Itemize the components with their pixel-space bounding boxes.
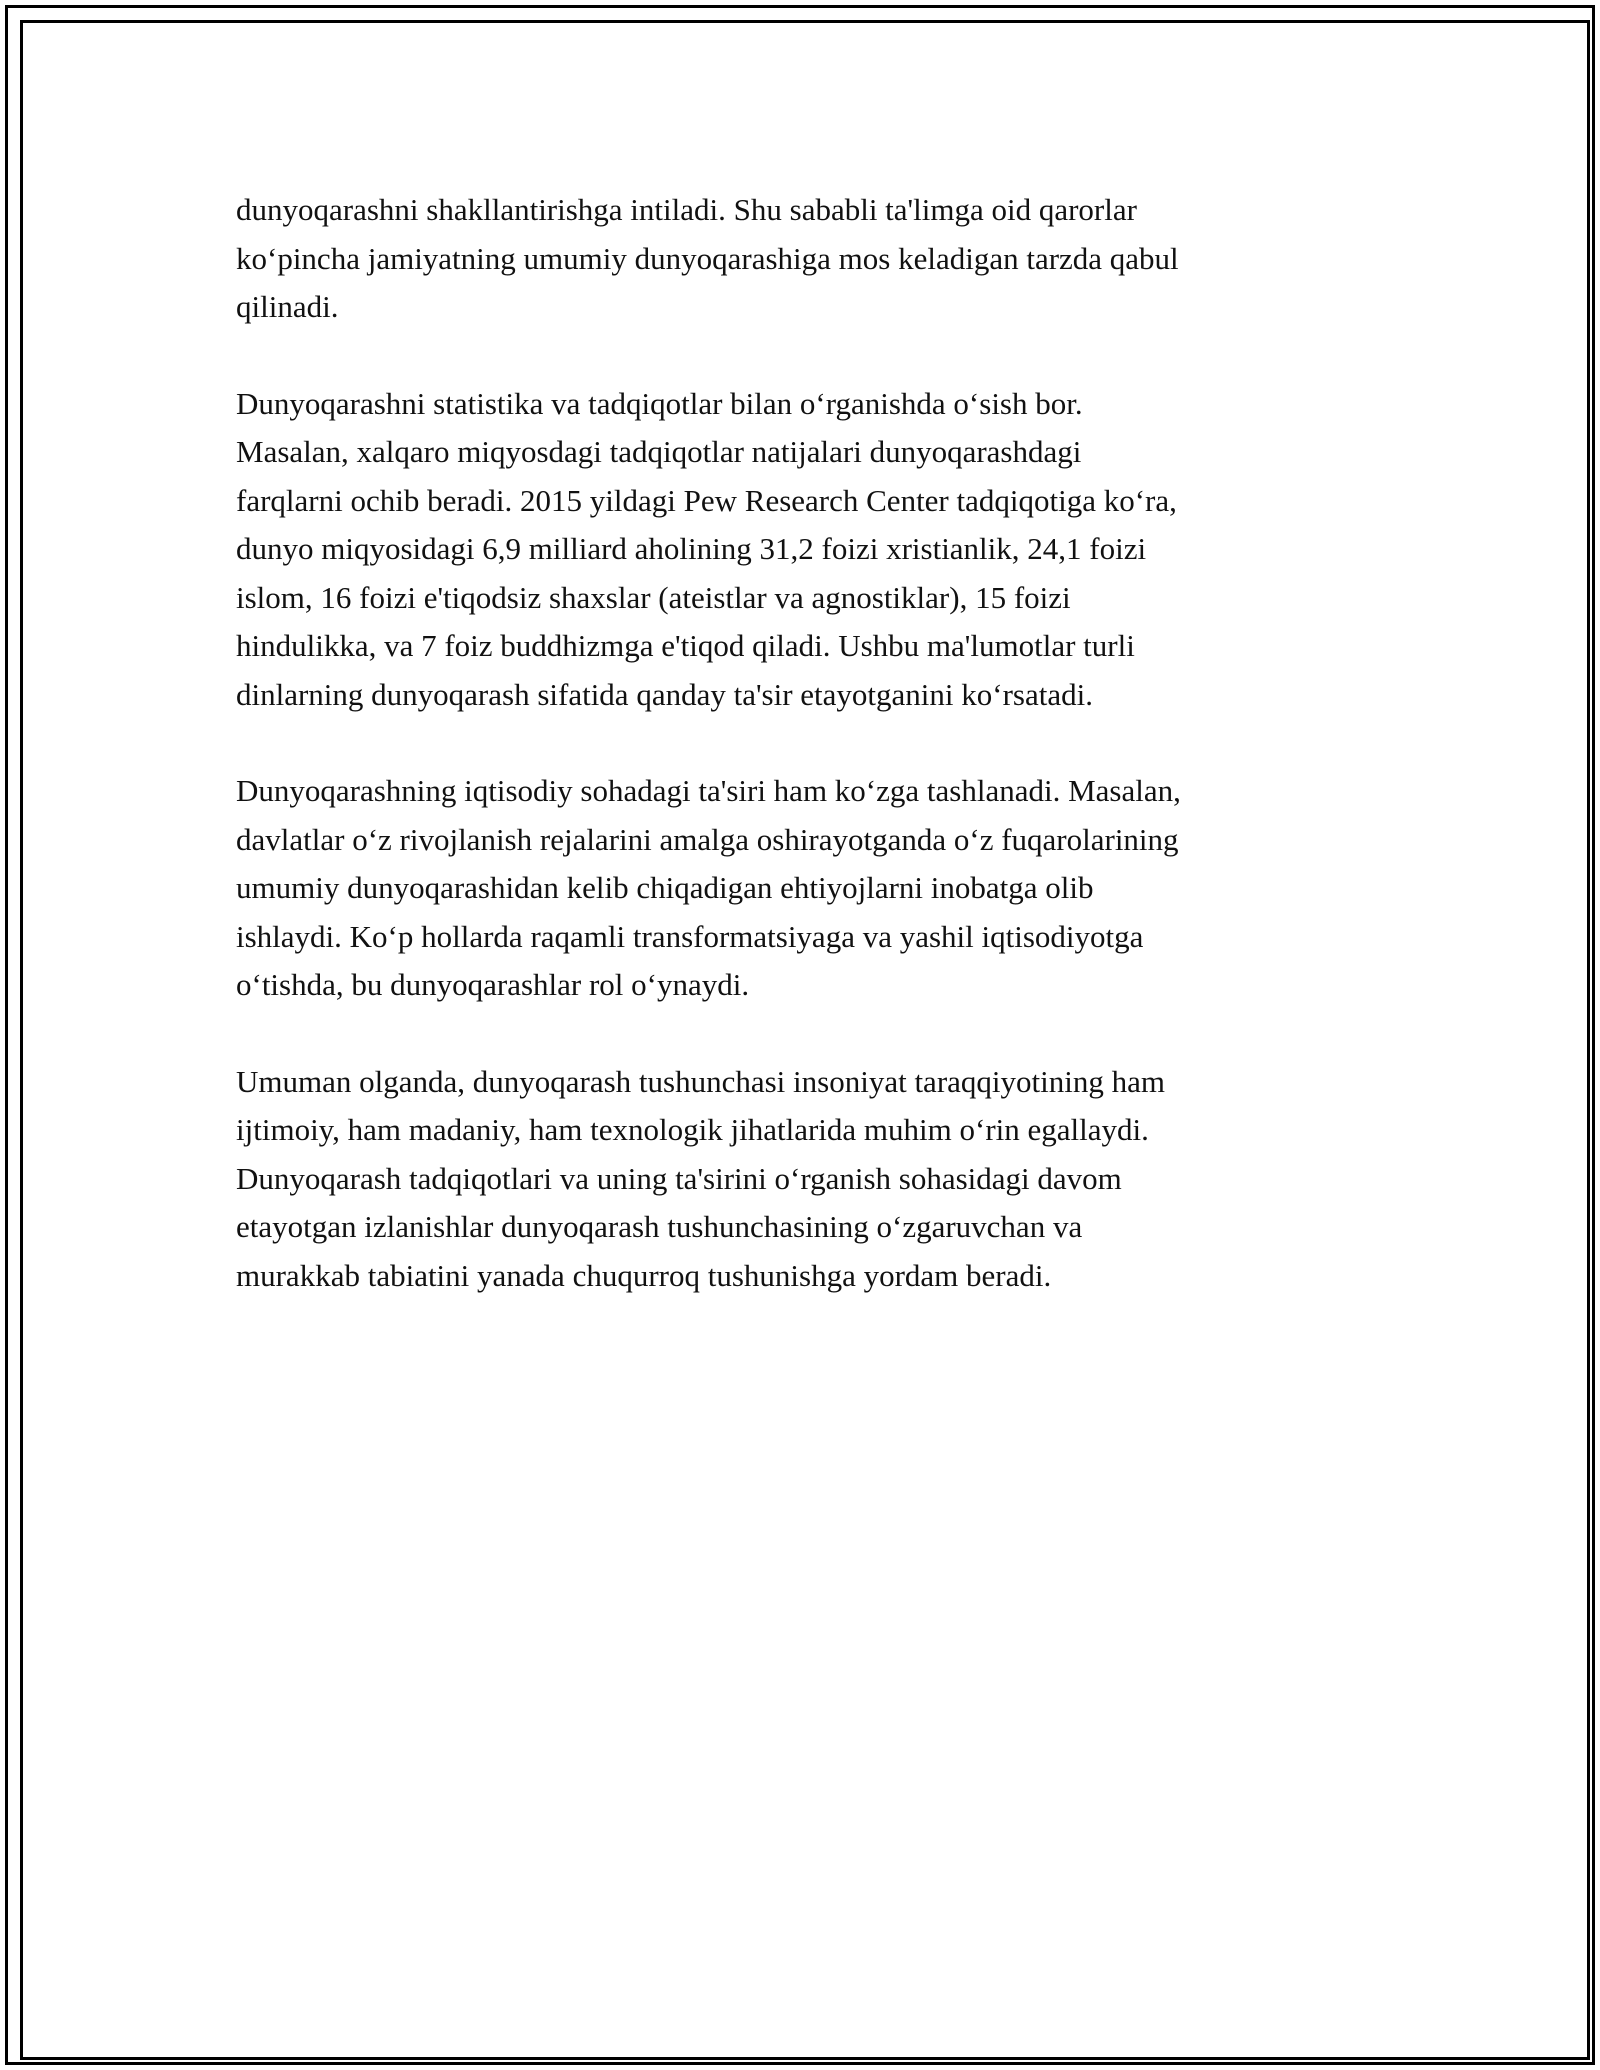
text-line: dinlarning dunyoqarash sifatida qanday ta'sir etayotganini ko‘rsatadi. [236, 676, 1093, 712]
text-line: dunyoqarashni shakllantirishga intiladi. Shu sababli ta'limga oid qarorlar [236, 192, 1137, 227]
paragraph-2 [236, 380, 1366, 720]
text-line: hindulikka, va 7 foiz buddhizmga e'tiqod qiladi. Ushbu ma'lumotlar turli [236, 628, 1135, 663]
text-line: murakkab tabiatini yanada chuqurroq tushunishga yordam beradi. [236, 1257, 1052, 1293]
text-line: Dunyoqarashning iqtisodiy sohadagi ta'siri ham ko‘zga tashlanadi. Masalan, [236, 773, 1181, 808]
text-line: islom, 16 foizi e'tiqodsiz shaxslar (ateistlar va agnostiklar), 15 foizi [236, 579, 1071, 615]
text-line: Dunyoqarash tadqiqotlari va uning ta'sirini o‘rganish sohasidagi davom [236, 1160, 1122, 1196]
text-line: ko‘pincha jamiyatning umumiy dunyoqarashiga mos keladigan tarzda qabul [236, 240, 1179, 276]
text-line: ijtimoiy, ham madaniy, ham texnologik jihatlarida muhim o‘rin egallaydi. [236, 1112, 1149, 1147]
paragraph-3 [236, 767, 1366, 1010]
text-line: Dunyoqarashni statistika va tadqiqotlar bilan o‘rganishda o‘sish bor. [236, 385, 1083, 421]
text-line: dunyo miqyosidagi 6,9 milliard aholining 31,2 foizi xristianlik, 24,1 foizi [236, 531, 1147, 566]
text-line: umumiy dunyoqarashidan kelib chiqadigan ehtiyojlarni inobatga olib [236, 870, 1094, 905]
text-line: o‘tishda, bu dunyoqarashlar rol o‘ynaydi. [236, 967, 750, 1002]
text-line: davlatlar o‘z rivojlanish rejalarini amalga oshirayotganda o‘z fuqarolarining [236, 821, 1179, 857]
paragraph-1 [236, 186, 1366, 332]
document-body [236, 186, 1366, 1348]
paragraph-4 [236, 1058, 1366, 1301]
text-line: Masalan, xalqaro miqyosdagi tadqiqotlar natijalari dunyoqarashdagi [236, 434, 1082, 469]
text-line: ishlaydi. Ko‘p hollarda raqamli transformatsiyaga va yashil iqtisodiyotga [236, 918, 1144, 954]
text-line: etayotgan izlanishlar dunyoqarash tushunchasining o‘zgaruvchan va [236, 1209, 1083, 1244]
text-line: qilinadi. [236, 289, 339, 324]
text-line: farqlarni ochib beradi. 2015 yildagi Pew Research Center tadqiqotiga ko‘ra, [236, 482, 1177, 518]
text-line: Umuman olganda, dunyoqarash tushunchasi insoniyat taraqqiyotining ham [236, 1063, 1165, 1099]
